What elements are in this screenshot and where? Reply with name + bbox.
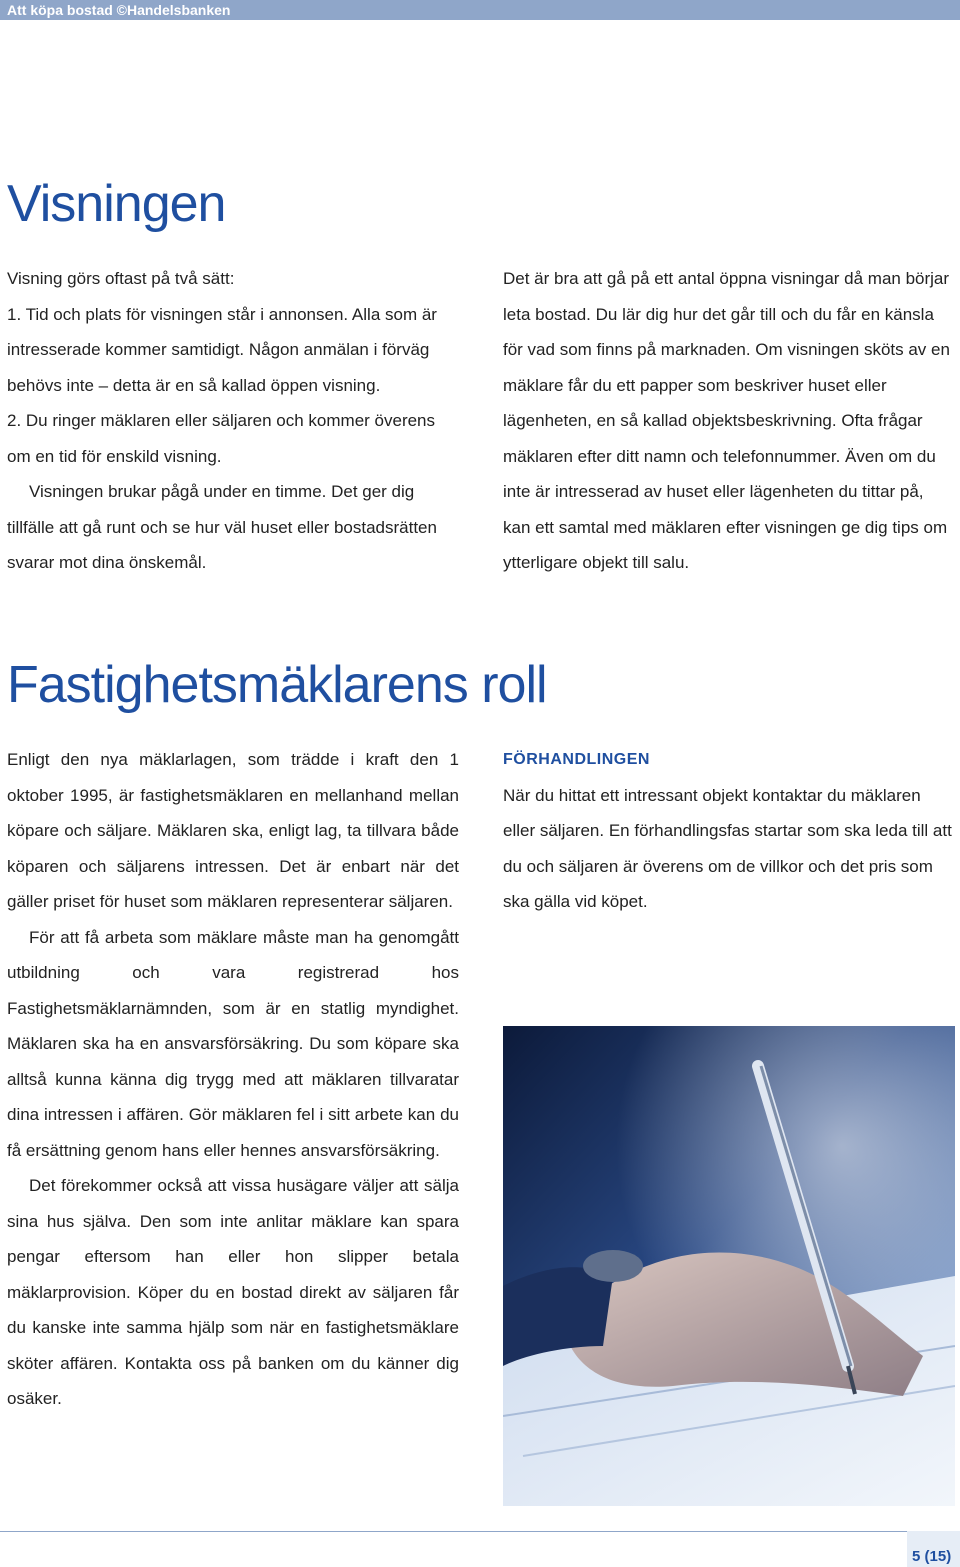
paragraph: För att få arbeta som mäklare måste man ha genomgått utbildning och vara registrerad hos Fastighetsmäklarnämnden, som är en statlig myndighet. Mäklaren ska ha en ansvarsförsäkring. Du som köpare ska alltså kunna känna dig trygg med att mäklaren tillvaratar dina intressen i affären. Gör mäklaren fel i sitt arbete kan du få ersättning genom hans eller hennes ansvarsförsäkring. <box>7 927 459 1160</box>
heading-maklarens-roll: Fastighetsmäklarens roll <box>7 656 547 714</box>
paragraph: 1. Tid och plats för visningen står i annonsen. Alla som är intresserade kommer samtidigt. Någon anmälan i förväg behövs inte – detta är en så kallad öppen visning. <box>7 304 437 395</box>
maklare-left-column <box>7 742 459 1417</box>
photo-hand-writing-with-pen <box>503 1026 955 1506</box>
paragraph: Visning görs oftast på två sätt: <box>7 269 235 288</box>
page-number: 5 (15) <box>912 1548 952 1565</box>
paragraph: Det förekommer också att vissa husägare väljer att sälja sina hus själva. Den som inte anlitar mäklare kan spara pengar eftersom han eller hon slipper betala mäklarprovision. Köper du en bostad direkt av säljaren får du kanske inte samma hjälp som när en fastighetsmäklare sköter affären. Kontakta oss på banken om du känner dig osäker. <box>7 1176 459 1408</box>
footer-divider <box>0 1531 907 1532</box>
heading-visningen: Visningen <box>7 175 226 233</box>
subheading-forhandlingen: FÖRHANDLINGEN <box>503 751 650 768</box>
paragraph: 2. Du ringer mäklaren eller säljaren och kommer överens om en tid för enskild visning. <box>7 411 436 466</box>
visningen-right-column <box>503 261 953 581</box>
forhandlingen-column <box>503 742 955 920</box>
paragraph: Det är bra att gå på ett antal öppna visningar då man börjar leta bostad. Du lär dig hur det går till och du får en känsla för vad som finns på marknaden. Om visningen sköts av en mäklare får du ett papper som beskriver huset eller lägenheten, en så kallad objektsbeskrivning. Ofta frågar mäklaren efter ditt namn och telefonnummer. Även om du inte är intresserad av huset eller lägenheten du tittar på, kan ett samtal med mäklaren efter visningen ge dig tips om ytterligare objekt till salu. <box>503 269 950 572</box>
document-title: Att köpa bostad ©Handelsbanken <box>7 2 231 18</box>
visningen-left-column <box>7 261 459 581</box>
paragraph: Enligt den nya mäklarlagen, som trädde i kraft den 1 oktober 1995, är fastighetsmäklaren en mellanhand mellan köpare och säljare. Mäklaren ska, enligt lag, ta tillvara både köparen och säljarens intressen. Det är enbart när det gäller priset för huset som mäklaren representerar säljaren. <box>7 750 459 911</box>
paragraph: När du hittat ett intressant objekt kontaktar du mäklaren eller säljaren. En förhandlingsfas startar som ska leda till att du och säljaren är överens om de villkor och det pris som ska gälla vid köpet. <box>503 785 952 911</box>
paragraph: Visningen brukar pågå under en timme. Det ger dig tillfälle att gå runt och se hur väl huset eller bostadsrätten svarar mot dina önskemål. <box>7 482 437 572</box>
